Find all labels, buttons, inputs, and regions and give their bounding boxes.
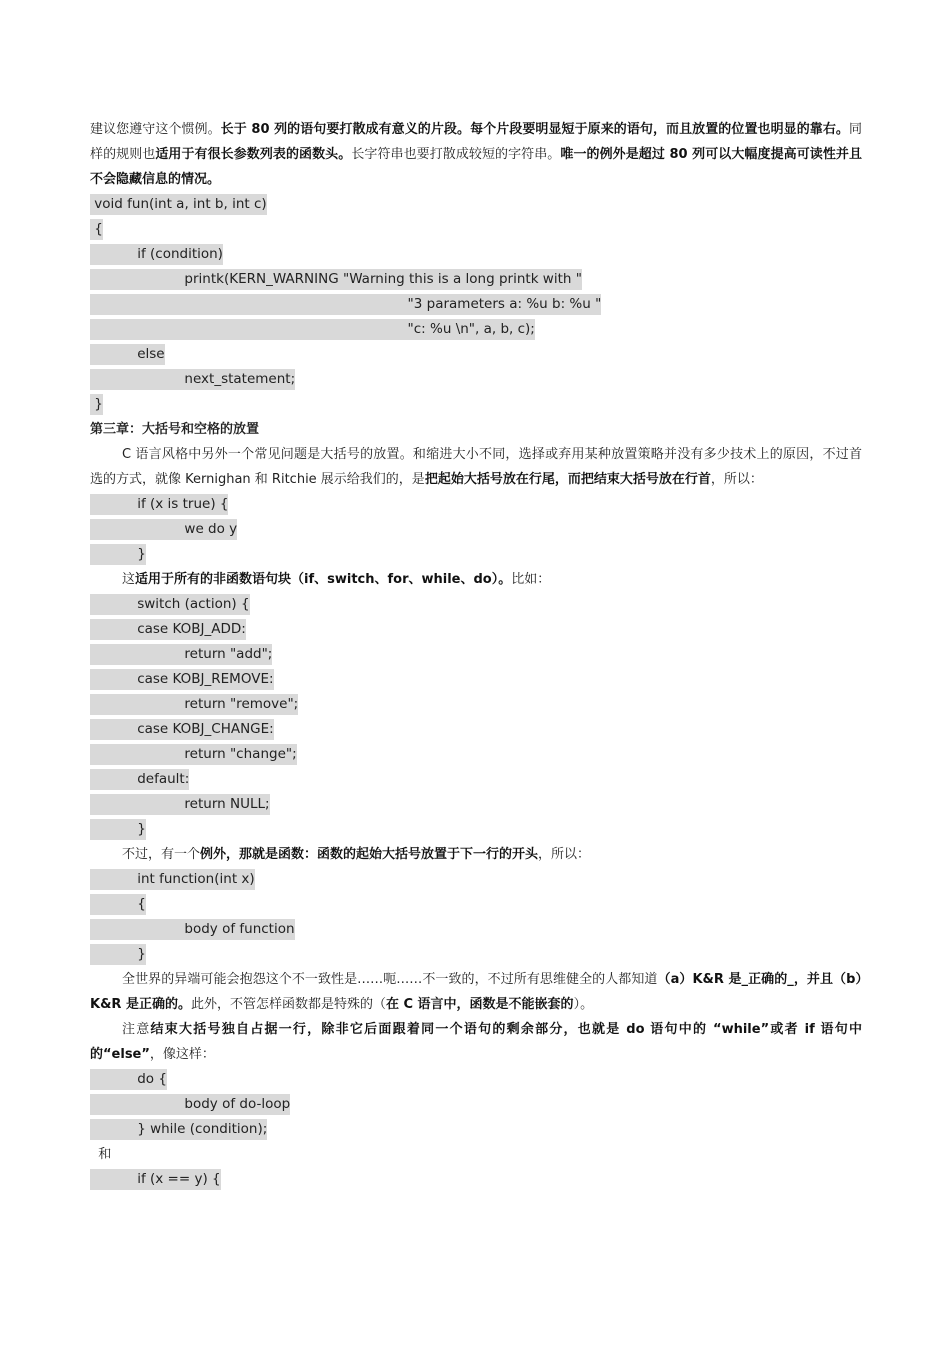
paragraph-non-function-blocks: 这适用于所有的非函数语句块（if、switch、for、while、do）。比如： [122,572,551,587]
code-block-switch [90,592,862,842]
code-line: void fun(int a, int b, int c) [90,192,862,217]
code-line: } while (condition); [90,1117,862,1142]
code-line: body of function [90,917,862,942]
code-block-do [90,1067,862,1142]
code-block-if [90,492,862,567]
paragraph-brace-placement: C 语言风格中另外一个常见问题是大括号的放置。和缩进大小不同，选择或弃用某种放置策略并没有多少技术上的原因，不过首选的方式，就像 Kernighan 和 Ritchie 展示给我们的，是把起始大括号放在行尾，而把结束大括号放在行首，所以： [90,447,862,487]
code-line: if (condition) [90,242,862,267]
code-block-fun [90,192,862,417]
code-line: return "add"; [90,642,862,667]
code-block-if-else [90,1167,862,1192]
code-line: printk(KERN_WARNING "Warning this is a long printk with " [90,267,862,292]
code-line: switch (action) { [90,592,862,617]
paragraph-function-exception: 不过，有一个例外，那就是函数：函数的起始大括号放置于下一行的开头，所以： [122,847,591,862]
paragraph-line-length: 建议您遵守这个惯例。长于 80 列的语句要打散成有意义的片段。每个片段要明显短于原来的语句，而且放置的位置也明显的靠右。同样的规则也适用于有很长参数列表的函数头。长字符串也要打散成较短的字符串。唯一的例外是超过 80 列可以大幅度提高可读性并且不会隐藏信息的情况。 [90,122,862,187]
code-line: if (x is true) { [90,492,862,517]
code-line: { [90,892,862,917]
code-line: do { [90,1067,862,1092]
code-line: } [90,942,862,967]
code-line: case KOBJ_REMOVE: [90,667,862,692]
code-line: } [90,392,862,417]
code-line: } [90,817,862,842]
code-line: return NULL; [90,792,862,817]
code-line: default: [90,767,862,792]
code-line: case KOBJ_ADD: [90,617,862,642]
code-line: "c: %u \n", a, b, c); [90,317,862,342]
code-line: next_statement; [90,367,862,392]
paragraph-closing-brace: 注意结束大括号独自占据一行，除非它后面跟着同一个语句的剩余部分，也就是 do 语句中的 “while”或者 if 语句中的“else”，像这样： [90,1022,862,1062]
code-line: return "change"; [90,742,862,767]
code-line: we do y [90,517,862,542]
code-line: "3 parameters a: %u b: %u " [90,292,862,317]
code-line: } [90,542,862,567]
document-page [90,117,862,1192]
code-line: if (x == y) { [90,1167,862,1192]
chapter-heading: 第三章：大括号和空格的放置 [90,422,260,437]
and-text: 和 [98,1147,112,1162]
code-line: return "remove"; [90,692,862,717]
code-line: case KOBJ_CHANGE: [90,717,862,742]
code-line: else [90,342,862,367]
code-line: body of do-loop [90,1092,862,1117]
code-line: int function(int x) [90,867,862,892]
code-block-function [90,867,862,967]
paragraph-kr-correct: 全世界的异端可能会抱怨这个不一致性是……呃……不一致的，不过所有思维健全的人都知道（a）K&R 是_正确的_，并且（b）K&R 是正确的。此外，不管怎样函数都是特殊的（在 C 语言中，函数是不能嵌套的）。 [90,972,862,1012]
code-line: { [90,217,862,242]
